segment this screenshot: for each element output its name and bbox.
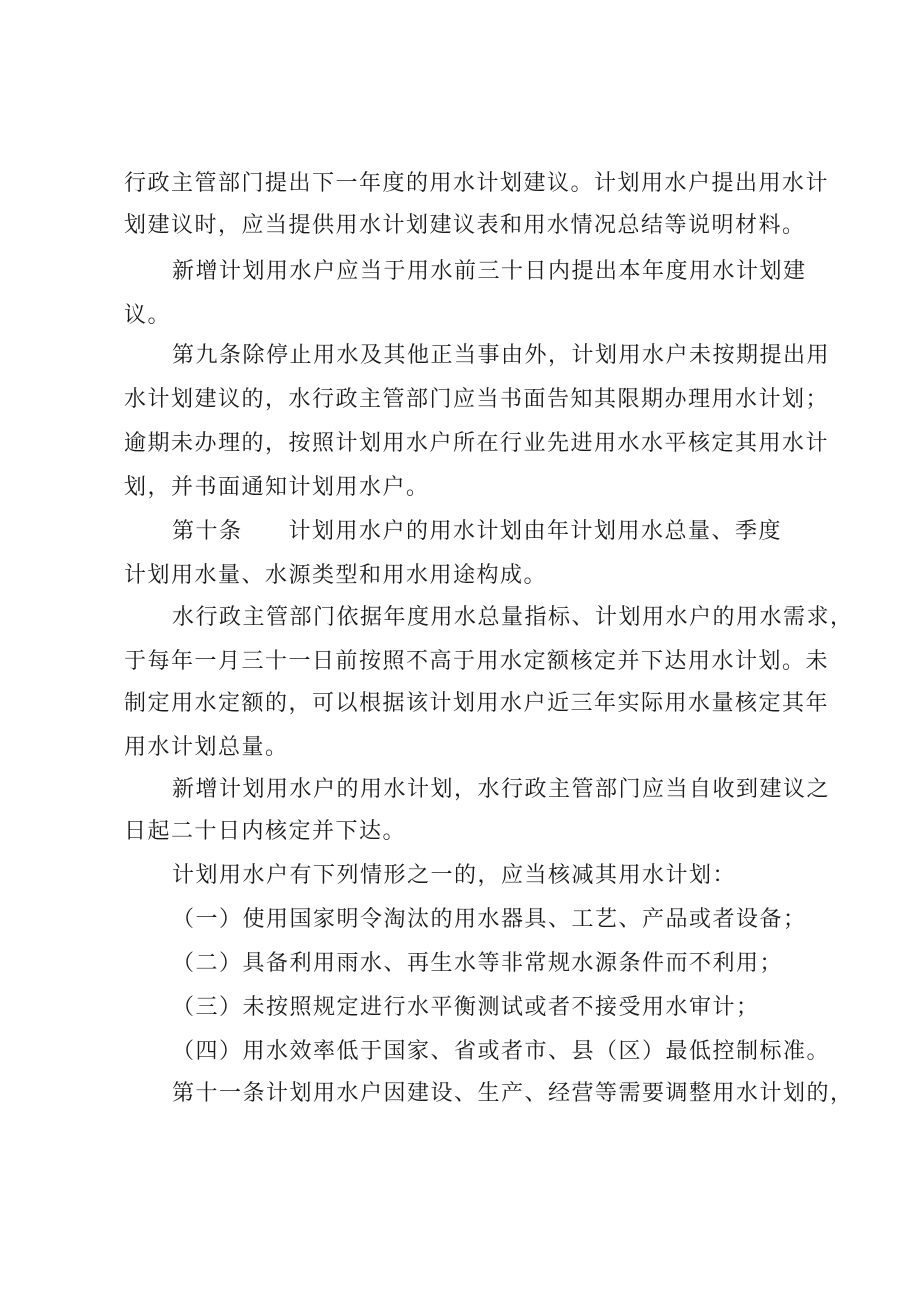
- text-line-21: （四）用水效率低于国家、省或者市、县（区）最低控制标准。: [172, 1039, 831, 1064]
- text-line-4: 议。: [124, 303, 172, 328]
- text-line-13: 制定用水定额的，可以根据该计划用水户近三年实际用水量核定其年: [124, 691, 830, 716]
- text-line-14: 用水计划总量。: [124, 735, 289, 760]
- text-line-3: 新增计划用水户应当于用水前三十日内提出本年度用水计划建: [172, 259, 807, 284]
- text-line-15: 新增计划用水户的用水计划，水行政主管部门应当自收到建议之: [172, 777, 831, 802]
- text-line-17: 计划用水户有下列情形之一的，应当核减其用水计划：: [172, 863, 737, 888]
- text-line-2: 划建议时，应当提供用水计划建议表和用水情况总结等说明材料。: [124, 213, 806, 238]
- text-line-9: [172, 518, 782, 546]
- text-line-7: 逾期未办理的，按照计划用水户所在行业先进用水水平核定其用水计: [124, 431, 830, 456]
- article-ten-text: 计划用水户的用水计划由年计划用水总量、季度: [288, 519, 783, 544]
- text-line-5: 第九条除停止用水及其他正当事由外，计划用水户未按期提出用: [172, 343, 831, 368]
- text-line-20: （三）未按照规定进行水平衡测试或者不接受用水审计；: [172, 995, 760, 1020]
- text-line-10: 计划用水量、水源类型和用水用途构成。: [124, 563, 548, 588]
- text-line-6: 水计划建议的，水行政主管部门应当书面告知其限期办理用水计划；: [124, 387, 830, 412]
- text-line-18: （一）使用国家明令淘汰的用水器具、工艺、产品或者设备；: [172, 907, 807, 932]
- text-line-22: 第十一条计划用水户因建设、生产、经营等需要调整用水计划的，: [172, 1081, 854, 1106]
- text-line-1: 行政主管部门提出下一年度的用水计划建议。计划用水户提出用水计: [124, 171, 830, 196]
- text-line-19: （二）具备利用雨水、再生水等非常规水源条件而不利用；: [172, 951, 784, 976]
- text-line-16: 日起二十日内核定并下达。: [124, 819, 407, 844]
- text-line-12: 于每年一月三十一日前按照不高于用水定额核定并下达用水计划。未: [124, 649, 830, 674]
- article-ten-label: 第十条: [172, 519, 243, 544]
- text-line-8: 划，并书面通知计划用水户。: [124, 475, 430, 500]
- text-line-11: 水行政主管部门依据年度用水总量指标、计划用水户的用水需求，: [172, 605, 854, 630]
